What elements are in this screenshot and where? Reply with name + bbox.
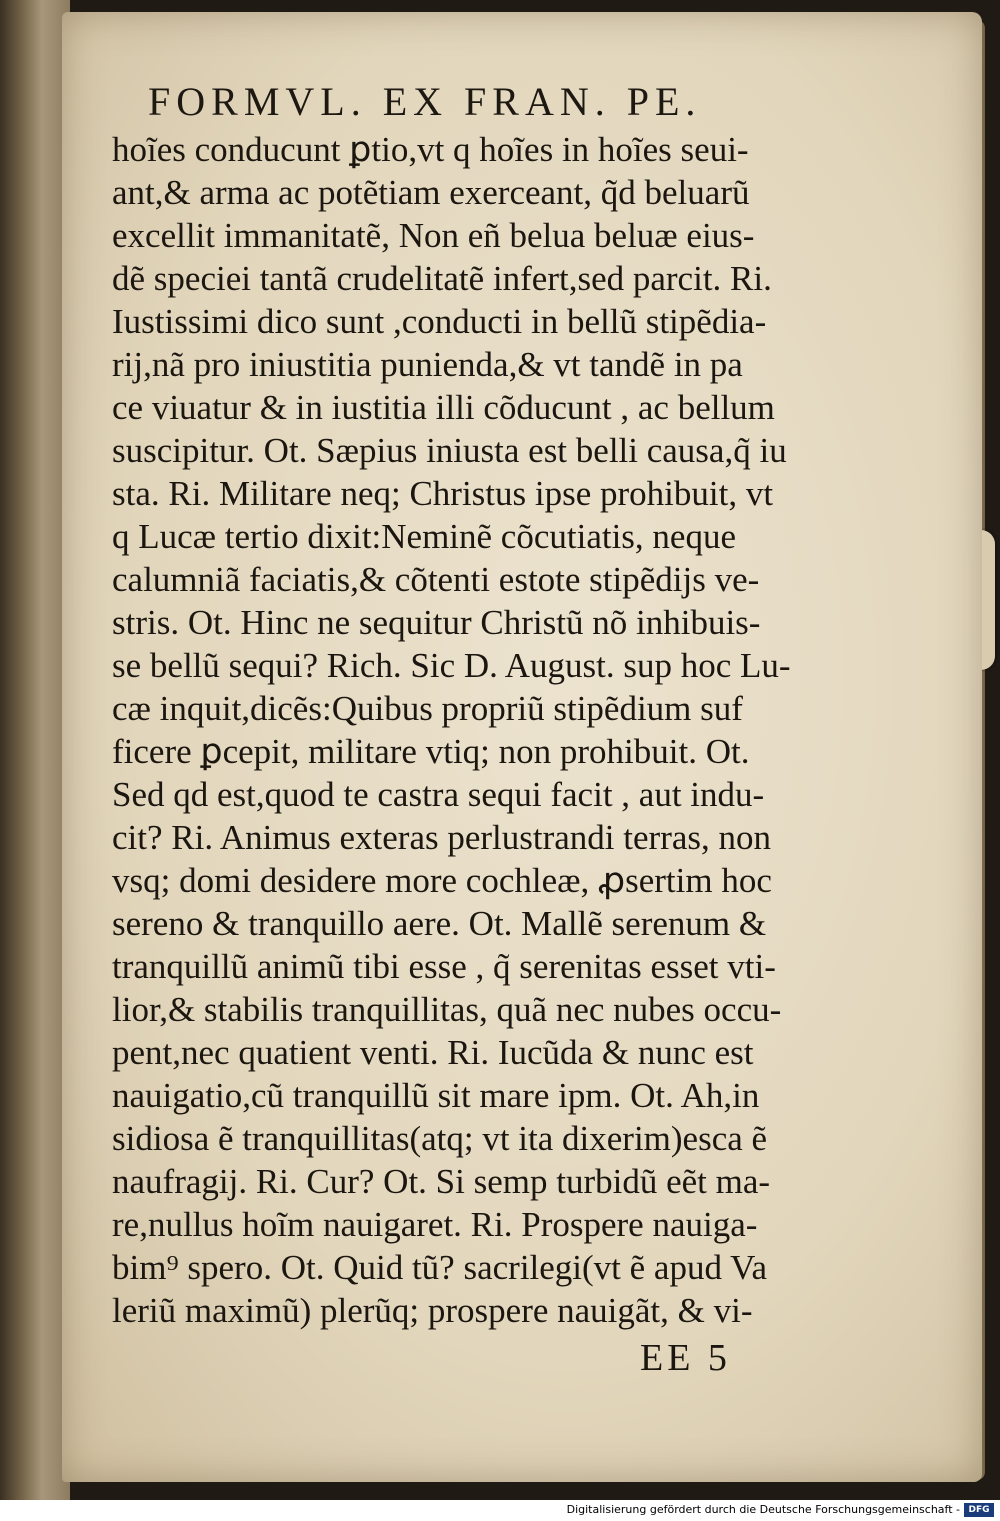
text-line: Sed qd est,quod te castra sequi facit , aut indu- xyxy=(112,775,765,814)
text-line: calumniã faciatis,& cõtenti estote stipẽdijs ve- xyxy=(112,560,760,599)
text-line: sta. Ri. Militare neq; Christus ipse prohibuit, vt xyxy=(112,474,774,513)
footer-credit: Digitalisierung gefördert durch die Deutsche Forschungsgemeinschaft - xyxy=(566,1503,960,1516)
page-text xyxy=(112,128,882,1332)
dfg-logo-icon: DFG xyxy=(964,1503,994,1517)
text-line: tranquillũ animũ tibi esse , q̃ serenitas esset vti- xyxy=(112,947,776,986)
text-line: leriũ maximũ) plerũq; prospere nauigãt, & vi- xyxy=(112,1291,753,1330)
text-line: excellit immanitatẽ, Non eñ belua beluæ eius- xyxy=(112,216,755,255)
text-line: cit? Ri. Animus exteras perlustrandi terras, non xyxy=(112,818,772,857)
text-line: dẽ speciei tantã crudelitatẽ infert,sed parcit. Ri. xyxy=(112,259,772,298)
text-line: cæ inquit,dicẽs:Quibus propriũ stipẽdium suf xyxy=(112,689,743,728)
text-line: se bellũ sequi? Rich. Sic D. August. sup hoc Lu- xyxy=(112,646,791,685)
running-header: FORMVL. EX FRAN. PE. xyxy=(148,79,702,124)
text-line: Iustissimi dico sunt ,conducti in bellũ stipẽdia- xyxy=(112,302,767,341)
text-line: ficere ꝑcepit, militare vtiq; non prohibuit. Ot. xyxy=(112,732,750,771)
text-line: sidiosa ẽ tranquillitas(atq; vt ita dixerim)esca ẽ xyxy=(112,1119,768,1158)
text-line: suscipitur. Ot. Sæpius iniusta est belli causa,q̃ iu xyxy=(112,431,787,470)
text-line: re,nullus hoĩm nauigaret. Ri. Prospere nauiga- xyxy=(112,1205,758,1244)
text-line: nauigatio,cũ tranquillũ sit mare ipm. Ot. Ah,in xyxy=(112,1076,760,1115)
text-line: vsq; domi desidere more cochleæ, ꝓsertim hoc xyxy=(112,861,772,900)
text-line: q Lucæ tertio dixit:Neminẽ cõcutiatis, neque xyxy=(112,517,737,556)
text-line: bim⁹ spero. Ot. Quid tũ? sacrilegi(vt ẽ apud Va xyxy=(112,1248,768,1287)
book-left-edge xyxy=(0,0,70,1500)
text-line: sereno & tranquillo aere. Ot. Mallẽ serenum & xyxy=(112,904,767,943)
text-line: naufragij. Ri. Cur? Ot. Si semp turbidũ eẽt ma- xyxy=(112,1162,771,1201)
text-line: lior,& stabilis tranquillitas, quã nec nubes occu- xyxy=(112,990,782,1029)
text-line: ant,& arma ac potẽtiam exerceant, q̃d beluarũ xyxy=(112,173,750,212)
text-line: ce viuatur & in iustitia illi cõducunt , ac bellum xyxy=(112,388,775,427)
text-line: hoĩes conducunt ꝑtio,vt q hoĩes in hoĩes seui- xyxy=(112,130,749,169)
text-line: stris. Ot. Hinc ne sequitur Christũ nõ inhibuis- xyxy=(112,603,761,642)
text-line: rij,nã pro iniustitia punienda,& vt tandẽ in pa xyxy=(112,345,743,384)
text-line: pent,nec quatient venti. Ri. Iucũda & nunc est xyxy=(112,1033,754,1072)
signature-mark: EE 5 xyxy=(640,1337,731,1379)
